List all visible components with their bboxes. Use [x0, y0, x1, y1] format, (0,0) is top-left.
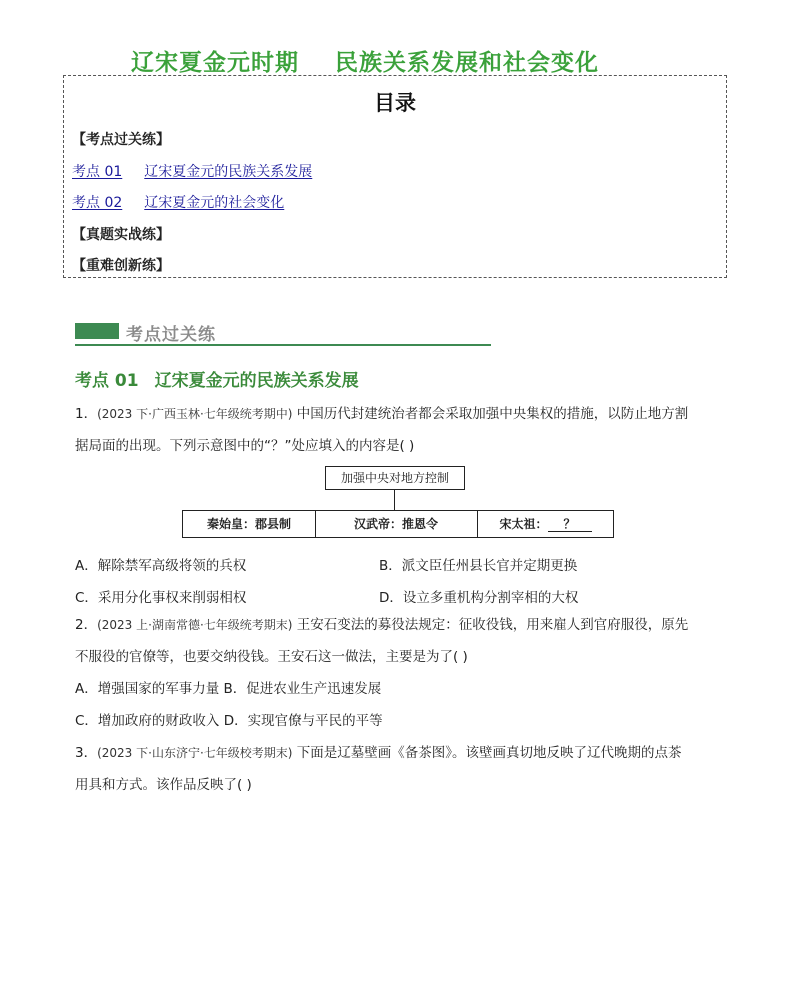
- toc-code: 考点 02: [72, 195, 123, 211]
- option-d: D．设立多重机构分割宰相的大权: [379, 590, 579, 606]
- question-3-line1: [75, 737, 735, 769]
- document-title: [0, 44, 730, 77]
- question-number: 3．: [75, 745, 98, 761]
- toc-link-point-01[interactable]: [72, 161, 312, 181]
- diagram-cell-han: 汉武帝：推恩令: [353, 517, 438, 531]
- diagram-cell-song-label: 宋太祖：: [499, 517, 548, 531]
- point-code: 考点 01: [75, 371, 139, 391]
- toc-label: 辽宋夏金元的社会变化: [144, 195, 285, 211]
- band-block: [75, 323, 119, 339]
- question-3: [75, 737, 735, 801]
- option-c: C．采用分化事权来削弱相权: [75, 590, 247, 606]
- section-band: [75, 320, 491, 346]
- toc-item-exam: 【真题实战练】: [72, 227, 170, 243]
- question-1-diagram: [182, 464, 614, 542]
- diagram-connector: [394, 490, 395, 510]
- question-2-options-2: C．增加政府的财政收入 D．实现官僚与平民的平等: [75, 713, 383, 729]
- diagram-cell-qin: 秦始皇：郡县制: [206, 517, 291, 531]
- toc-link-point-02[interactable]: [72, 192, 284, 212]
- toc-item-practice: 【考点过关练】: [72, 132, 170, 148]
- question-source: (2023 下·广西玉林·七年级统考期中): [97, 407, 293, 421]
- question-number: 2．: [75, 617, 98, 633]
- band-label: 考点过关练: [126, 325, 216, 345]
- question-stem: 王安石变法的募役法规定：征收役钱，用来雇人到官府服役，原先: [296, 617, 689, 633]
- option-a: A．解除禁军高级将领的兵权: [75, 558, 247, 574]
- question-stem: 中国历代封建统治者都会采取加强中央集权的措施，以防止地方割: [296, 406, 689, 422]
- band-underline: [75, 344, 491, 346]
- question-source: (2023 下·山东济宁·七年级校考期末): [97, 746, 293, 760]
- question-1-line2: 据局面的出现。下列示意图中的“？”处应填入的内容是( ): [75, 438, 415, 454]
- toc-label: 辽宋夏金元的民族关系发展: [144, 164, 313, 180]
- question-2-options-1: A．增强国家的军事力量 B．促进农业生产迅速发展: [75, 681, 382, 697]
- toc-code: 考点 01: [72, 164, 123, 180]
- question-stem: 下面是辽墓壁画《备茶图》。该壁画真切地反映了辽代晚期的点茶: [296, 745, 682, 761]
- question-1-line1: [75, 398, 735, 430]
- toc-item-innovation: 【重难创新练】: [72, 258, 170, 274]
- title-part2: 民族关系发展和社会变化: [335, 50, 599, 76]
- diagram-blank: ？: [548, 517, 592, 532]
- question-2-line1: [75, 609, 735, 641]
- question-2-line2: 不服役的官僚等，也要交纳役钱。王安石这一做法，主要是为了( ): [75, 649, 468, 665]
- question-1: [75, 398, 735, 462]
- toc-heading: 目录: [374, 91, 416, 115]
- question-number: 1．: [75, 406, 98, 422]
- question-3-line2: 用具和方式。该作品反映了( ): [75, 777, 252, 793]
- diagram-bottom-box: [182, 510, 614, 538]
- title-part1: 辽宋夏金元时期: [131, 50, 299, 76]
- question-2: [75, 609, 735, 737]
- option-b: B．派文臣任州县长官并定期更换: [379, 558, 578, 574]
- point-title: [75, 366, 359, 391]
- question-source: (2023 上·湖南常德·七年级统考期末): [97, 618, 293, 632]
- table-of-contents: [63, 75, 727, 278]
- diagram-cell-song: [478, 511, 613, 537]
- diagram-top-box: 加强中央对地方控制: [325, 466, 465, 490]
- point-label: 辽宋夏金元的民族关系发展: [154, 371, 359, 391]
